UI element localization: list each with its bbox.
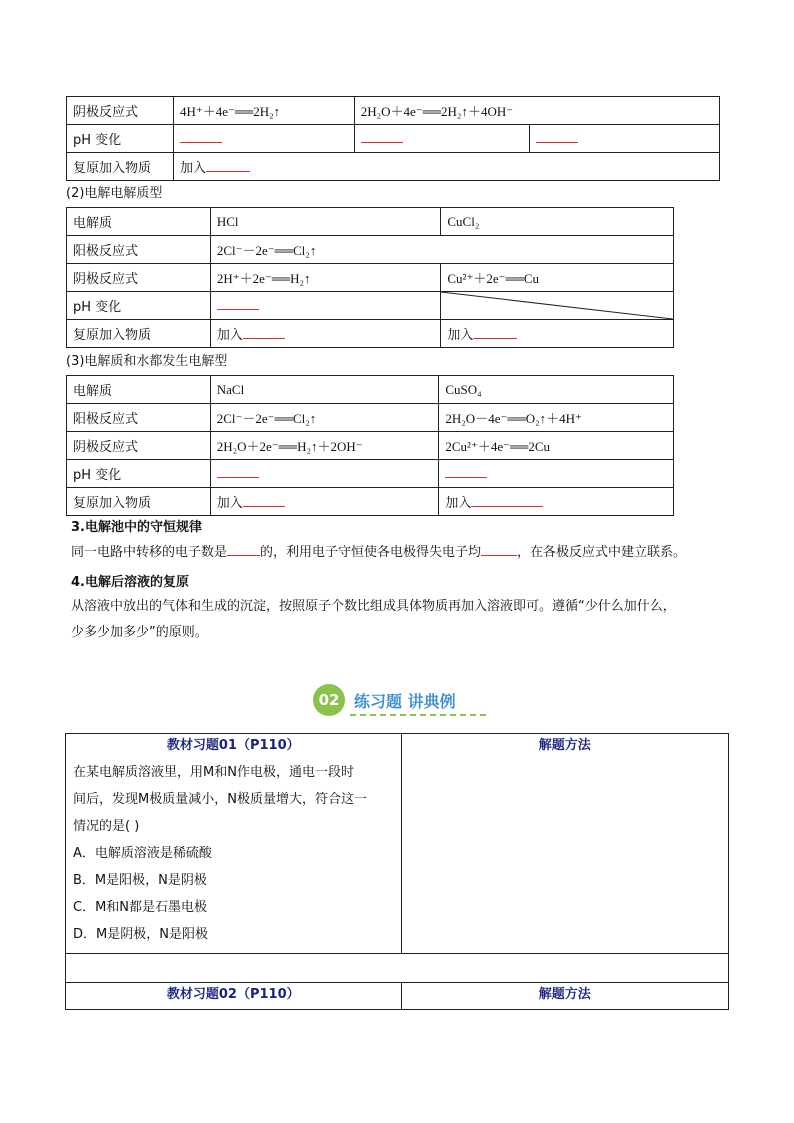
row-label-cathode: 阴极反应式: [67, 432, 211, 460]
section-banner-title: 练习题 讲典例: [354, 692, 456, 711]
answer-blank: [473, 327, 517, 339]
restore-prefix: 加入: [216, 496, 243, 511]
law-text-3: ，在各极反应式中建立联系。: [517, 545, 687, 560]
answer-blank: [536, 131, 578, 143]
question-line: 间后，发现M极质量减小，N极质量增大，符合这一: [73, 792, 367, 807]
ph-cell-cucl2-struck: [441, 292, 674, 320]
cathode-equation-hcl: 2H⁺＋2e⁻══H₂↑: [210, 264, 441, 292]
row-label-electrolyte: 电解质: [67, 208, 211, 236]
row-label-anode: 阳极反应式: [67, 236, 211, 264]
exercise-1-question-cell: [66, 734, 402, 954]
restore-prefix: 加入: [447, 328, 474, 343]
restore-cell-nacl: [210, 488, 439, 516]
row-label-cathode: 阴极反应式: [67, 97, 174, 125]
option-b: B．M是阳极，N是阴极: [73, 873, 207, 888]
answer-blank: [445, 466, 487, 478]
answer-blank: [243, 327, 285, 339]
answer-blank: [180, 131, 222, 143]
table-top-continued: [66, 96, 720, 181]
cathode-equation-2: 2H₂O＋4e⁻══2H₂↑＋4OH⁻: [354, 97, 719, 125]
row-label-electrolyte: 电解质: [67, 376, 211, 404]
restore-cell: [173, 153, 719, 181]
answer-blank: [481, 544, 517, 556]
row-label-restore: 复原加入物质: [67, 488, 211, 516]
restore-cell-cucl2: [441, 320, 674, 348]
ph-cell-1: [173, 125, 354, 153]
row-label-ph: pH 变化: [67, 292, 211, 320]
answer-blank: [206, 160, 250, 172]
section-number-badge: 02: [313, 684, 345, 716]
restore-cell-cuso4: [439, 488, 674, 516]
diagonal-strike: [441, 292, 673, 319]
row-label-ph: pH 变化: [67, 460, 211, 488]
question-line: 在某电解质溶液里，用M和N作电极，通电一段时: [73, 765, 354, 780]
electrolyte-hcl: HCl: [210, 208, 441, 236]
answer-blank: [217, 466, 259, 478]
ph-cell-2: [354, 125, 530, 153]
section-title-electrolyte-type: (2)电解电解质型: [66, 186, 163, 201]
restore-prefix: 加入: [445, 496, 472, 511]
paragraph-conservation-law: [71, 540, 686, 565]
electrolyte-nacl: NaCl: [210, 376, 439, 404]
cathode-equation-cuso4: 2Cu²⁺＋4e⁻══2Cu: [439, 432, 674, 460]
anode-equation: 2Cl⁻－2e⁻══Cl₂↑: [210, 236, 673, 264]
exercise-1-title: 教材习题01（P110）: [166, 738, 300, 753]
paragraph-restoration-line-1: 从溶液中放出的气体和生成的沉淀，按照原子个数比组成具体物质再加入溶液即可。遵循“少什么加什么，: [71, 599, 676, 614]
banner-underline: [350, 714, 486, 716]
paragraph-restoration-line-2: 少多少加多少”的原则。: [71, 625, 208, 640]
table-electrolyte-type: [66, 207, 674, 348]
answer-blank: [227, 544, 260, 556]
heading-conservation-law: 3.电解池中的守恒规律: [71, 520, 202, 535]
restore-prefix: 加入: [216, 328, 243, 343]
heading-solution-restoration: 4.电解后溶液的复原: [71, 575, 189, 590]
cathode-equation-nacl: 2H₂O＋2e⁻══H₂↑＋2OH⁻: [210, 432, 439, 460]
option-d: D．M是阴极，N是阳极: [73, 927, 208, 942]
row-label-cathode: 阴极反应式: [67, 264, 211, 292]
electrolyte-cucl2: CuCl₂: [441, 208, 674, 236]
ph-cell-hcl: [210, 292, 441, 320]
exercise-table: [65, 733, 729, 1010]
restore-prefix: 加入: [179, 161, 206, 176]
exercise-2-title: 教材习题02（P110）: [166, 987, 300, 1002]
spacer-row: [66, 954, 729, 983]
answer-blank: [217, 298, 259, 310]
row-label-restore: 复原加入物质: [67, 320, 211, 348]
ph-cell-nacl: [210, 460, 439, 488]
table-both-type: [66, 375, 674, 516]
option-a: A．电解质溶液是稀硫酸: [73, 846, 212, 861]
exercise-2-title-cell: [66, 983, 402, 1010]
row-label-restore: 复原加入物质: [67, 153, 174, 181]
anode-equation-cuso4: 2H₂O－4e⁻══O₂↑＋4H⁺: [439, 404, 674, 432]
section-title-both-type: (3)电解质和水都发生电解型: [66, 354, 228, 369]
law-text-2: 的，利用电子守恒使各电极得失电子均: [260, 545, 482, 560]
method-label: 解题方法: [538, 738, 591, 753]
cathode-equation-cucl2: Cu²⁺＋2e⁻══Cu: [441, 264, 674, 292]
exercise-2-method-cell: [401, 983, 728, 1010]
law-text-1: 同一电路中转移的电子数是: [71, 545, 228, 560]
row-label-ph: pH 变化: [67, 125, 174, 153]
answer-blank: [361, 131, 403, 143]
electrolyte-cuso4: CuSO₄: [439, 376, 674, 404]
question-line: 情况的是( ): [73, 819, 140, 834]
anode-equation-nacl: 2Cl⁻－2e⁻══Cl₂↑: [210, 404, 439, 432]
cathode-equation-1: 4H⁺＋4e⁻══2H₂↑: [173, 97, 354, 125]
ph-cell-cuso4: [439, 460, 674, 488]
method-label: 解题方法: [538, 987, 591, 1002]
row-label-anode: 阳极反应式: [67, 404, 211, 432]
ph-cell-3: [530, 125, 720, 153]
restore-cell-hcl: [210, 320, 441, 348]
answer-blank: [471, 495, 543, 507]
exercise-1-method-cell: [401, 734, 728, 954]
answer-blank: [243, 495, 285, 507]
option-c: C．M和N都是石墨电极: [73, 900, 208, 915]
